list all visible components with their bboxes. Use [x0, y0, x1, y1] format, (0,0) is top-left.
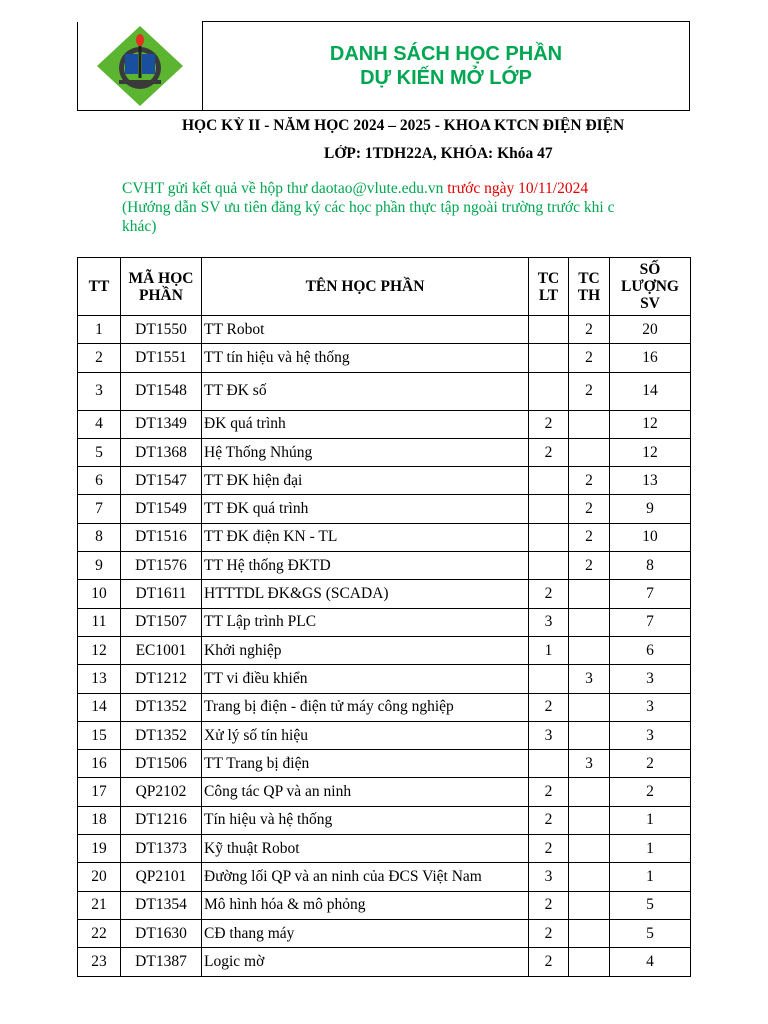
cell-tc-th	[569, 608, 610, 636]
cell-tt: 1	[78, 316, 121, 344]
cell-ten: TT ĐK hiện đại	[202, 467, 529, 495]
table-row	[78, 344, 691, 372]
cell-tc-lt: 3	[529, 863, 569, 891]
cell-tt: 16	[78, 750, 121, 778]
cell-tc-lt	[529, 344, 569, 372]
cell-tc-th	[569, 891, 610, 919]
cell-so-luong: 12	[610, 438, 691, 466]
cell-ma: EC1001	[121, 636, 202, 664]
class-heading: LỚP: 1TDH22A, KHÓA: Khóa 47	[324, 145, 553, 162]
cell-so-luong: 2	[610, 778, 691, 806]
cell-tc-th: 2	[569, 495, 610, 523]
notice-email-text: CVHT gửi kết quả về hộp thư daotao@vlute.edu.vn	[122, 180, 448, 197]
cell-so-luong: 9	[610, 495, 691, 523]
table-row	[78, 372, 691, 410]
cell-ten: Logic mờ	[202, 948, 529, 976]
col-header-tc-lt: TC LT	[529, 258, 569, 316]
table-row	[78, 580, 691, 608]
cell-so-luong: 16	[610, 344, 691, 372]
cell-ma: QP2101	[121, 863, 202, 891]
table-row	[78, 552, 691, 580]
cell-tc-th: 2	[569, 552, 610, 580]
cell-tc-th	[569, 410, 610, 438]
cell-ma: DT1354	[121, 891, 202, 919]
table-row	[78, 523, 691, 551]
cell-tc-th: 2	[569, 316, 610, 344]
cell-tc-th: 2	[569, 467, 610, 495]
cell-ten: TT ĐK điện KN - TL	[202, 523, 529, 551]
cell-so-luong: 1	[610, 863, 691, 891]
cell-tt: 15	[78, 721, 121, 749]
cell-so-luong: 6	[610, 636, 691, 664]
cell-tt: 2	[78, 344, 121, 372]
table-header-row	[78, 258, 691, 316]
table-row	[78, 806, 691, 834]
cell-ten: Tín hiệu và hệ thống	[202, 806, 529, 834]
cell-so-luong: 13	[610, 467, 691, 495]
table-row	[78, 721, 691, 749]
cell-tt: 6	[78, 467, 121, 495]
notice-deadline-text: trước ngày 10/11/2024	[447, 180, 589, 197]
cell-so-luong: 14	[610, 372, 691, 410]
cell-so-luong: 3	[610, 693, 691, 721]
col-header-ma: MÃ HỌC PHẦN	[121, 258, 202, 316]
cell-ma: DT1368	[121, 438, 202, 466]
cell-tc-lt: 2	[529, 778, 569, 806]
cell-ten: Mô hình hóa & mô phỏng	[202, 891, 529, 919]
cell-so-luong: 4	[610, 948, 691, 976]
notice-line-3: khác)	[122, 218, 157, 235]
cell-tc-th: 3	[569, 750, 610, 778]
cell-tt: 8	[78, 523, 121, 551]
col-header-tc-th: TC TH	[569, 258, 610, 316]
table-row	[78, 438, 691, 466]
cell-ma: DT1352	[121, 693, 202, 721]
page-title-line2: DỰ KIẾN MỞ LỚP	[360, 67, 532, 89]
cell-so-luong: 5	[610, 919, 691, 947]
cell-tc-lt: 2	[529, 806, 569, 834]
cell-tc-lt	[529, 372, 569, 410]
cell-tt: 7	[78, 495, 121, 523]
cell-tc-th	[569, 948, 610, 976]
cell-tt: 13	[78, 665, 121, 693]
cell-tc-lt: 2	[529, 410, 569, 438]
cell-tt: 23	[78, 948, 121, 976]
cell-tc-th: 3	[569, 665, 610, 693]
cell-ma: DT1216	[121, 806, 202, 834]
cell-tc-lt	[529, 665, 569, 693]
notice-line-1	[122, 180, 690, 198]
notice-line-2: (Hướng dẫn SV ưu tiên đăng ký các học phần thực tập ngoài trường trước khi c	[122, 199, 615, 216]
cell-tc-th	[569, 693, 610, 721]
cell-so-luong: 10	[610, 523, 691, 551]
cell-ten: Kỹ thuật Robot	[202, 835, 529, 863]
cell-tc-lt: 2	[529, 693, 569, 721]
table-row	[78, 778, 691, 806]
table-row	[78, 835, 691, 863]
cell-tc-lt	[529, 523, 569, 551]
cell-tt: 20	[78, 863, 121, 891]
cell-tc-lt	[529, 467, 569, 495]
cell-so-luong: 12	[610, 410, 691, 438]
cell-ma: DT1506	[121, 750, 202, 778]
cell-tc-lt	[529, 750, 569, 778]
cell-so-luong: 3	[610, 721, 691, 749]
table-row	[78, 750, 691, 778]
table-row	[78, 665, 691, 693]
cell-tc-th	[569, 778, 610, 806]
cell-ma: DT1352	[121, 721, 202, 749]
cell-ma: QP2102	[121, 778, 202, 806]
cell-ten: ĐK quá trình	[202, 410, 529, 438]
cell-tc-lt: 2	[529, 835, 569, 863]
cell-tt: 3	[78, 372, 121, 410]
cell-ten: CĐ thang máy	[202, 919, 529, 947]
school-logo-icon	[95, 24, 185, 108]
cell-ten: TT Lập trình PLC	[202, 608, 529, 636]
table-row	[78, 891, 691, 919]
cell-tc-lt: 2	[529, 580, 569, 608]
course-table	[77, 257, 691, 977]
cell-ma: DT1507	[121, 608, 202, 636]
cell-ten: Khởi nghiệp	[202, 636, 529, 664]
cell-tc-lt: 3	[529, 608, 569, 636]
cell-ten: Công tác QP và an ninh	[202, 778, 529, 806]
table-row	[78, 316, 691, 344]
cell-ma: DT1548	[121, 372, 202, 410]
cell-tc-th	[569, 438, 610, 466]
cell-ma: DT1549	[121, 495, 202, 523]
cell-tt: 19	[78, 835, 121, 863]
table-row	[78, 608, 691, 636]
cell-ten: TT vi điều khiển	[202, 665, 529, 693]
table-row	[78, 863, 691, 891]
cell-ten: TT Hệ thống ĐKTD	[202, 552, 529, 580]
cell-so-luong: 5	[610, 891, 691, 919]
cell-tt: 22	[78, 919, 121, 947]
cell-tc-th	[569, 721, 610, 749]
cell-tc-th	[569, 919, 610, 947]
cell-tc-lt: 2	[529, 919, 569, 947]
cell-ma: DT1547	[121, 467, 202, 495]
table-row	[78, 410, 691, 438]
table-row	[78, 693, 691, 721]
cell-tt: 4	[78, 410, 121, 438]
cell-ten: Xử lý số tín hiệu	[202, 721, 529, 749]
cell-tc-th	[569, 806, 610, 834]
cell-tc-th	[569, 580, 610, 608]
page-title-line1: DANH SÁCH HỌC PHẦN	[329, 43, 563, 65]
cell-ma: DT1551	[121, 344, 202, 372]
cell-so-luong: 7	[610, 608, 691, 636]
cell-ma: DT1373	[121, 835, 202, 863]
cell-tc-th: 2	[569, 344, 610, 372]
cell-ten: TT ĐK số	[202, 372, 529, 410]
cell-tc-lt	[529, 316, 569, 344]
cell-so-luong: 2	[610, 750, 691, 778]
cell-ma: DT1387	[121, 948, 202, 976]
table-row	[78, 919, 691, 947]
cell-tc-lt: 2	[529, 891, 569, 919]
cell-tt: 9	[78, 552, 121, 580]
cell-tt: 17	[78, 778, 121, 806]
table-row	[78, 467, 691, 495]
cell-so-luong: 3	[610, 665, 691, 693]
cell-ma: DT1611	[121, 580, 202, 608]
cell-ten: Đường lối QP và an ninh của ĐCS Việt Nam	[202, 863, 529, 891]
cell-ten: TT Trang bị điện	[202, 750, 529, 778]
table-row	[78, 636, 691, 664]
cell-ma: DT1349	[121, 410, 202, 438]
cell-tc-th: 2	[569, 372, 610, 410]
table-row	[78, 948, 691, 976]
cell-so-luong: 1	[610, 835, 691, 863]
cell-tt: 5	[78, 438, 121, 466]
cell-tc-lt: 3	[529, 721, 569, 749]
cell-tt: 10	[78, 580, 121, 608]
cell-so-luong: 7	[610, 580, 691, 608]
cell-ten: TT ĐK quá trình	[202, 495, 529, 523]
semester-heading: HỌC KỲ II - NĂM HỌC 2024 – 2025 - KHOA KTCN ĐIỆN ĐIỆN	[182, 117, 625, 134]
cell-tc-lt: 2	[529, 438, 569, 466]
cell-tt: 18	[78, 806, 121, 834]
cell-tc-th: 2	[569, 523, 610, 551]
cell-tt: 11	[78, 608, 121, 636]
cell-ma: DT1550	[121, 316, 202, 344]
table-row	[78, 495, 691, 523]
cell-so-luong: 1	[610, 806, 691, 834]
col-header-so-luong: SỐ LƯỢNG SV	[610, 258, 691, 316]
cell-tt: 12	[78, 636, 121, 664]
title-cell	[203, 22, 690, 111]
cell-ten: TT Robot	[202, 316, 529, 344]
cell-tc-th	[569, 835, 610, 863]
cell-ten: HTTTDL ĐK&GS (SCADA)	[202, 580, 529, 608]
col-header-tt: TT	[78, 258, 121, 316]
document-header	[77, 21, 690, 111]
cell-ma: DT1576	[121, 552, 202, 580]
cell-tt: 21	[78, 891, 121, 919]
cell-ma: DT1630	[121, 919, 202, 947]
col-header-ten: TÊN HỌC PHẦN	[202, 258, 529, 316]
cell-tc-lt: 2	[529, 948, 569, 976]
logo-cell	[78, 22, 203, 111]
cell-ten: TT tín hiệu và hệ thống	[202, 344, 529, 372]
cell-ma: DT1212	[121, 665, 202, 693]
cell-tc-th	[569, 863, 610, 891]
cell-ma: DT1516	[121, 523, 202, 551]
cell-ten: Hệ Thống Nhúng	[202, 438, 529, 466]
cell-tc-lt	[529, 552, 569, 580]
cell-ten: Trang bị điện - điện tử máy công nghiệp	[202, 693, 529, 721]
cell-tt: 14	[78, 693, 121, 721]
cell-tc-th	[569, 636, 610, 664]
cell-so-luong: 20	[610, 316, 691, 344]
cell-so-luong: 8	[610, 552, 691, 580]
cell-tc-lt	[529, 495, 569, 523]
cell-tc-lt: 1	[529, 636, 569, 664]
